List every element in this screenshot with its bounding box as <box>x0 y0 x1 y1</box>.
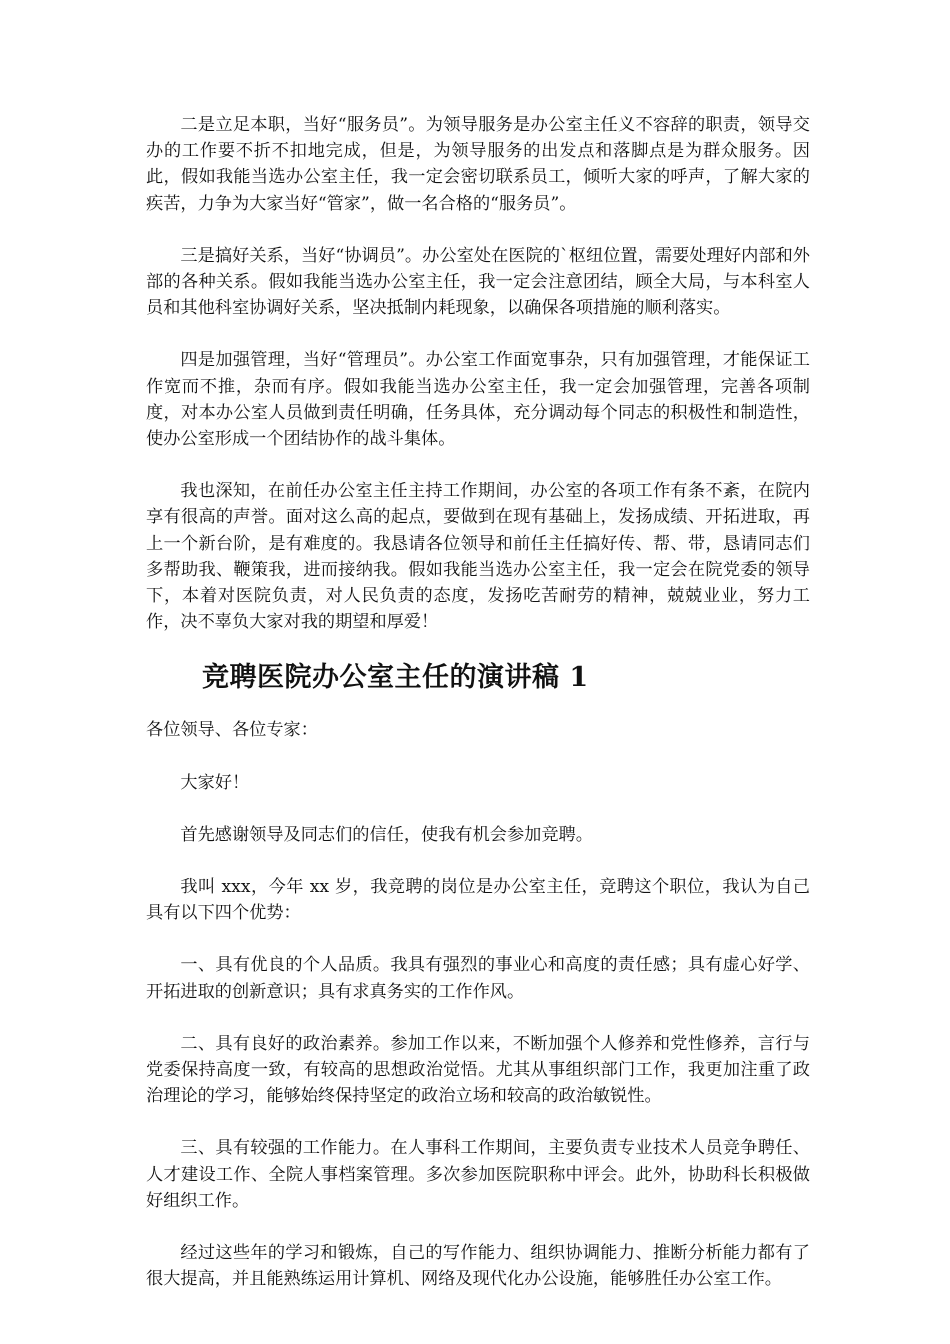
paragraph-management: 四是加强管理，当好“管理员”。办公室工作面宽事杂，只有加强管理，才能保证工作宽而不推，杂而有序。假如我能当选办公室主任，我一定会加强管理，完善各项制度，对本办公室人员做到责任明确，任务具体，充分调动每个同志的积极性和制造性，使办公室形成一个团结协作的战斗集体。 <box>146 350 810 450</box>
section-title: 竞聘医院办公室主任的演讲稿 1 <box>202 662 589 694</box>
paragraph-advantage-3: 三、具有较强的工作能力。在人事科工作期间，主要负责专业技术人员竞争聘任、人才建设工作、全院人事档案管理。多次参加医院职称中评会。此外，协助科长积极做好组织工作。 <box>146 1138 810 1211</box>
paragraph-service: 二是立足本职，当好“服务员”。为领导服务是办公室主任义不容辞的职责，领导交办的工作要不折不扣地完成，但是，为领导服务的出发点和落脚点是为群众服务。因此，假如我能当选办公室主任，我一定会密切联系员工，倾听大家的呼声，了解大家的疾苦，力争为大家当好“管家”，做一名合格的“服务员”。 <box>146 115 810 214</box>
paragraph-advantage-2: 二、具有良好的政治素养。参加工作以来，不断加强个人修养和党性修养，言行与党委保持高度一致，有较高的思想政治觉悟。尤其从事组织部门工作，我更加注重了政治理论的学习，能够始终保持坚定的政治立场和较高的政治敏锐性。 <box>146 1033 810 1107</box>
document-page <box>146 112 810 1319</box>
paragraph-advantage-1: 一、具有优良的个人品质。我具有强烈的事业心和高度的责任感；具有虚心好学、开拓进取的创新意识；具有求真务实的工作作风。 <box>146 955 810 1002</box>
salutation: 各位领导、各位专家： <box>146 720 318 741</box>
paragraph-introduction: 我叫 xxx，今年 xx 岁，我竞聘的岗位是办公室主任，竞聘这个职位，我认为自己具有以下四个优势： <box>146 877 810 924</box>
paragraph-closing: 我也深知，在前任办公室主任主持工作期间，办公室的各项工作有条不紊，在院内享有很高的声誉。面对这么高的起点，要做到在现有基础上，发扬成绩、开拓进取，再上一个新台阶，是有难度的。我恳请各位领导和前任主任搞好传、帮、带，恳请同志们多帮助我、鞭策我，进而接纳我。假如我能当选办公室主任，我一定会在院党委的领导下，本着对医院负责，对人民负责的态度，发扬吃苦耐劳的精神，兢兢业业，努力工作，决不辜负大家对我的期望和厚爱！ <box>146 481 810 633</box>
paragraph-thanks: 首先感谢领导及同志们的信任，使我有机会参加竞聘。 <box>180 824 593 845</box>
paragraph-abilities: 经过这些年的学习和锻炼，自己的写作能力、组织协调能力、推断分析能力都有了很大提高，并且能熟练运用计算机、网络及现代化办公设施，能够胜任办公室工作。 <box>146 1243 810 1290</box>
paragraph-coordination: 三是搞好关系，当好“协调员”。办公室处在医院的`枢纽位置，需要处理好内部和外部的各种关系。假如我能当选办公室主任，我一定会注意团结，顾全大局，与本科室人员和其他科室协调好关系，坚决抵制内耗现象，以确保各项措施的顺利落实。 <box>146 245 810 319</box>
paragraph-greeting: 大家好！ <box>180 772 250 793</box>
